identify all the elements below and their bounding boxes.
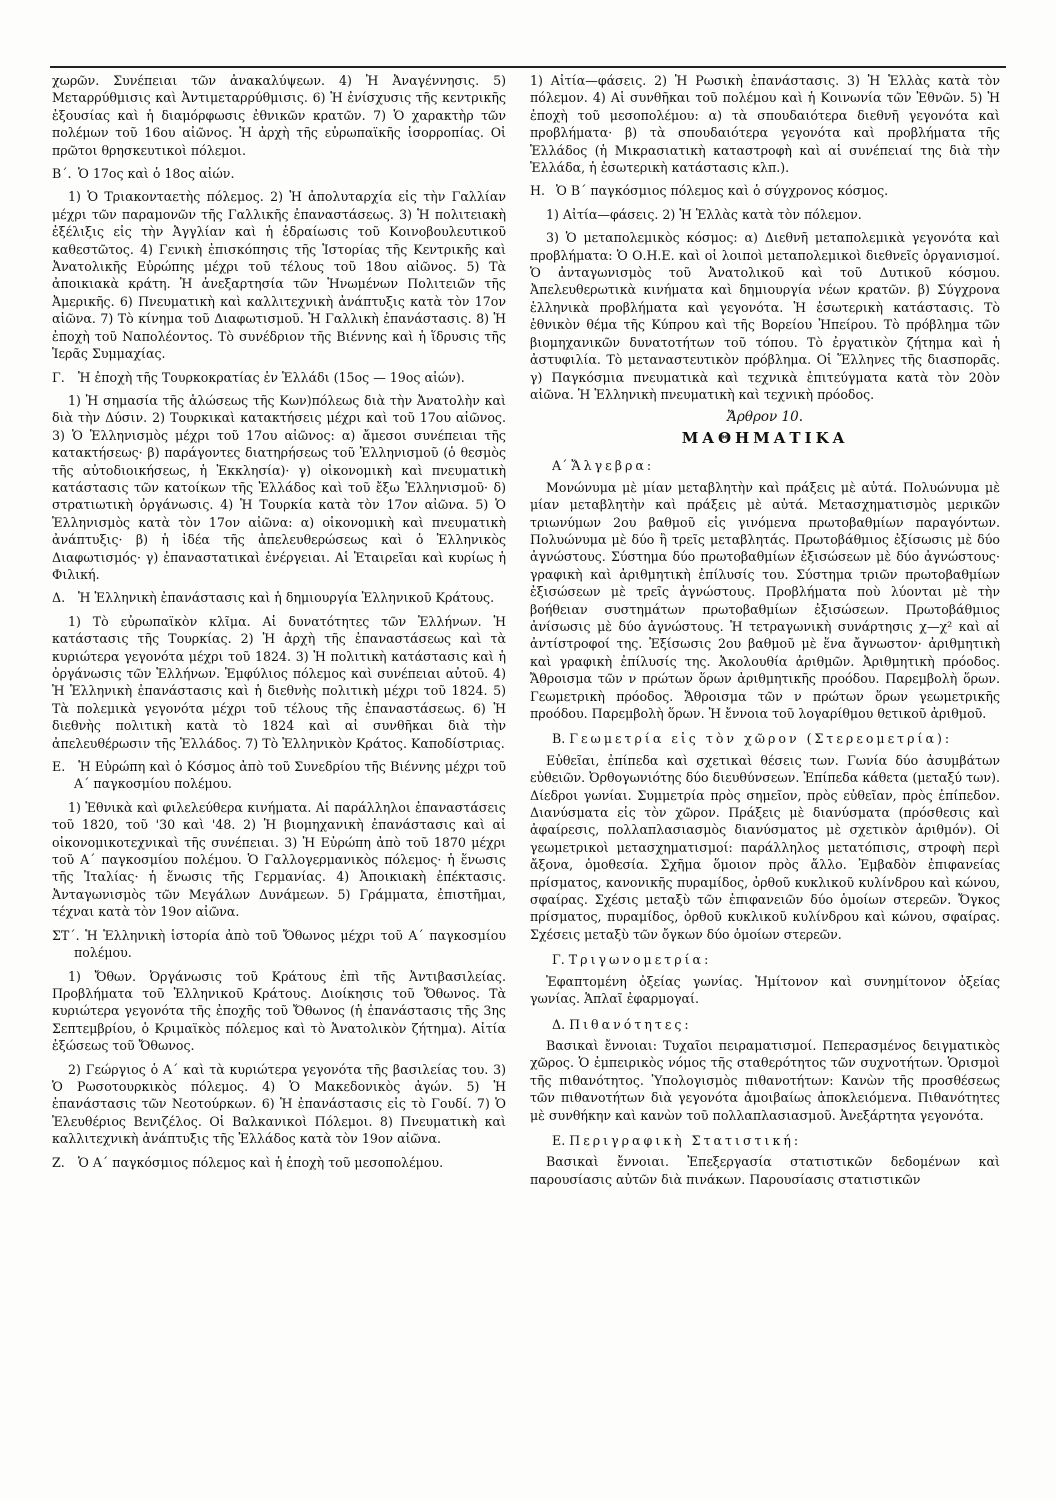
paragraph: 1) Αἰτία—φάσεις. 2) Ἡ Ρωσικὴ ἐπανάστασις. 3) Ἡ Ἑλλὰς κατὰ τὸν πόλεμον. 4) Αἱ συνθῆκαι τοῦ πολέμου καὶ ἡ Κοινωνία τῶν Ἐθνῶν. 5) Ἡ ἐποχὴ τοῦ μεσοπολέμου: α) τὰ σπουδαιότερα διεθνῆ γεγονότα καὶ προβλήματα· β) τὰ σπουδαιότερα γεγονότα καὶ προβλήματα τῆς Ἑλλάδος (ἡ Μικρασιατικὴ καταστροφὴ καὶ αἱ συνέπειαί της διὰ τὴν Ἑλλάδα, ἡ ἐσωτερικὴ κατάστασις κλπ.).: [530, 73, 1000, 176]
right-column: [530, 72, 1000, 1194]
section-heading: Β΄. Ὁ 17ος καὶ ὁ 18ος αἰών.: [52, 166, 235, 182]
paragraph: 2) Γεώργιος ὁ Α΄ καὶ τὰ κυριώτερα γεγονότα τῆς βασιλείας του. 3) Ὁ Ρωσοτουρκικὸς πόλεμος. 4) Ὁ Μακεδονικὸς ἀγών. 5) Ἡ ἐπανάστασις τῶν Νεοτούρκων. 6) Ἡ ἐπανάστασις εἰς τὸ Γουδί. 7) Ὁ Ἐλευθέριος Βενιζέλος. Οἱ Βαλκανικοὶ Πόλεμοι. 8) Πνευματικὴ καὶ καλλιτεχνικὴ ἀνάπτυξις τῆς Ἑλλάδος κατὰ τὸν 19ον αἰῶνα.: [52, 1061, 506, 1147]
subsection-heading: Δ. Πιθανότητες:: [552, 1016, 692, 1032]
section-heading: Γ. Ἡ ἐποχὴ τῆς Τουρκοκρατίας ἐν Ἑλλάδι (15ος — 19ος αἰών).: [52, 369, 465, 385]
paragraph: 1) Ὁ Τριακονταετὴς πόλεμος. 2) Ἡ ἀπολυταρχία εἰς τὴν Γαλλίαν μέχρι τῶν παραμονῶν τῆς Γαλλικῆς ἐπαναστάσεως. 3) Ἡ πολιτειακὴ ἐξέλιξις εἰς τὴν Ἀγγλίαν καὶ ἡ ἑδραίωσις τοῦ Κοινοβουλευτικοῦ καθεστῶτος. 4) Γενικὴ ἐπισκόπησις τῆς Ἱστορίας τῆς Κεντρικῆς καὶ Ἀνατολικῆς Εὐρώπης μέχρι τοῦ τέλους τοῦ 18ου αἰῶνος. 5) Τὰ ἀποικιακὰ κράτη. Ἡ ἀνεξαρτησία τῶν Ἡνωμένων Πολιτειῶν τῆς Ἀμερικῆς. 6) Πνευματικὴ καὶ καλλιτεχνικὴ ἀνάπτυξις κατὰ τὸν 17ον αἰῶνα. 7) Τὸ κίνημα τοῦ Διαφωτισμοῦ. Ἡ Γαλλικὴ ἐπανάστασις. 8) Ἡ ἐποχὴ τοῦ Ναπολέοντος. Τὸ συνέδριον τῆς Βιέννης καὶ ἡ ἵδρυσις τῆς Ἱερᾶς Συμμαχίας.: [52, 189, 506, 362]
subsection-heading: Α΄ Ἄλγεβρα:: [552, 458, 655, 474]
paragraph: Ἐφαπτομένη ὀξείας γωνίας. Ἡμίτονον καὶ συνημίτονον ὀξείας γωνίας. Ἁπλαῖ ἐφαρμογαί.: [530, 973, 1000, 1007]
paragraph: 3) Ὁ μεταπολεμικὸς κόσμος: α) Διεθνῆ μεταπολεμικὰ γεγονότα καὶ προβλήματα: Ὁ Ο.Η.Ε. καὶ οἱ λοιποὶ μεταπολεμικοὶ διεθνεῖς ὀργανισμοί. Ὁ ἀνταγωνισμὸς τοῦ Ἀνατολικοῦ καὶ τοῦ Δυτικοῦ κόσμου. Ἀπελευθερωτικὰ κινήματα καὶ δημιουργία νέων κρατῶν. β) Σύγχρονα ἑλληνικὰ προβλήματα καὶ γεγονότα. Ἡ ἐσωτερικὴ κατάστασις. Τὸ ἐθνικὸν θέμα τῆς Κύπρου καὶ τῆς Βορείου Ἠπείρου. Τὸ πρόβλημα τῶν βιομηχανικῶν δυνατοτήτων τοῦ τόπου. Τὸ ἐργατικὸν ζήτημα καὶ ἡ ἀστυφιλία. Τὸ μεταναστευτικὸν πρόβλημα. Οἱ Ἕλληνες τῆς διασπορᾶς. γ) Παγκόσμια πνευματικὰ καὶ τεχνικὰ ἐπιτεύγματα κατὰ τὸν 20ὸν αἰῶνα. Ἡ Ἑλληνικὴ πνευματικὴ καὶ τεχνικὴ πρόοδος.: [530, 230, 1000, 402]
paragraph: χωρῶν. Συνέπειαι τῶν ἀνακαλύψεων. 4) Ἡ Ἀναγέννησις. 5) Μεταρρύθμισις καὶ Ἀντιμεταρρύθμισις. 6) Ἡ ἐνίσχυσις τῆς κεντρικῆς ἐξουσίας καὶ ἡ διαμόρφωσις ἐθνικῶν κρατῶν. 7) Ὁ χαρακτὴρ τῶν πολέμων τοῦ 16ου αἰῶνος. Ἡ ἀρχὴ τῆς εὐρωπαϊκῆς ἰσορροπίας. Οἱ πρῶτοι θρησκευτικοὶ πόλεμοι.: [52, 73, 506, 158]
left-column: [52, 72, 506, 1177]
paragraph: 1) Ἐθνικὰ καὶ φιλελεύθερα κινήματα. Αἱ παράλληλοι ἐπαναστάσεις τοῦ 1820, τοῦ '30 καὶ '48. 2) Ἡ βιομηχανικὴ ἐπανάστασις καὶ αἱ οἰκονομικοτεχνικαὶ τῆς συνέπειαι. 3) Ἡ Εὐρώπη ἀπὸ τοῦ 1870 μέχρι τοῦ Α΄ παγκοσμίου πολέμου. Ὁ Γαλλογερμανικὸς πόλεμος· ἡ ἕνωσις τῆς Ἰταλίας· ἡ ἕνωσις τῆς Γερμανίας. 4) Ἀποικιακὴ ἐπέκτασις. Ἀνταγωνισμὸς τῶν Μεγάλων Δυνάμεων. 5) Γράμματα, ἐπιστῆμαι, τέχναι κατὰ τὸν 19ον αἰῶνα.: [52, 799, 506, 920]
paragraph: 1) Ὄθων. Ὀργάνωσις τοῦ Κράτους ἐπὶ τῆς Ἀντιβασιλείας. Προβλήματα τοῦ Ἑλληνικοῦ Κράτους. Διοίκησις τοῦ Ὄθωνος. Τὰ κυριώτερα γεγονότα τῆς ἐποχῆς τοῦ Ὄθωνος (ἡ ἐπανάστασις τῆς 3ης Σεπτεμβρίου, ὁ Κριμαϊκὸς πόλεμος καὶ τὸ Ἀνατολικὸν ζήτημα). Αἰτία ἐξώσεως τοῦ Ὄθωνος.: [52, 968, 506, 1054]
section-heading: Ε. Ἡ Εὐρώπη καὶ ὁ Κόσμος ἀπὸ τοῦ Συνεδρίου τῆς Βιέννης μέχρι τοῦ Α΄ παγκοσμίου πολέμου.: [52, 759, 506, 792]
paragraph: 1) Αἰτία—φάσεις. 2) Ἡ Ἑλλὰς κατὰ τὸν πόλεμον.: [546, 206, 862, 222]
subsection-heading: Ε. Περιγραφικὴ Στατιστική:: [552, 1132, 802, 1148]
section-heading: ΣΤ΄. Ἡ Ἑλληνικὴ ἱστορία ἀπὸ τοῦ Ὄθωνος μέχρι τοῦ Α΄ παγκοσμίου πολέμου.: [52, 927, 507, 961]
subsection-heading: Β. Γεωμετρία εἰς τὸν χῶρον (Στερεομετρία):: [552, 731, 953, 747]
paragraph: Εὐθεῖαι, ἐπίπεδα καὶ σχετικαὶ θέσεις των. Γωνία δύο ἀσυμβάτων εὐθειῶν. Ὀρθογωνιότης δύο διευθύνσεων. Ἐπίπεδα κάθετα (μεταξύ των). Δίεδροι γωνίαι. Συμμετρία πρὸς σημεῖον, πρὸς εὐθεῖαν, πρὸς ἐπίπεδον. Διανύσματα εἰς τὸν χῶρον. Πράξεις μὲ διανύσματα (πρόσθεσις καὶ ἀφαίρεσις, πολλαπλασιασμὸς διανύσματος μὲ σχετικὸν ἀριθμόν). Οἱ γεωμετρικοὶ μετασχηματισμοί: παράλληλος μετατόπισις, στροφὴ περὶ ἄξονα, ὁμοθεσία. Σχῆμα ὅμοιον πρὸς ἄλλο. Ἐμβαδὸν ἐπιφανείας πρίσματος, κανονικῆς πυραμίδος, ὀρθοῦ κυκλικοῦ κυλίνδρου καὶ κώνου, σφαίρας. Σχέσις μεταξὺ τῶν ἐπιφανειῶν δύο ὁμοίων στερεῶν. Ὄγκος πρίσματος, πυραμίδος, ὀρθοῦ κυκλικοῦ κυλίνδρου καὶ κώνου, σφαίρας. Σχέσεις μεταξὺ τῶν ὄγκων δύο ὁμοίων στερεῶν.: [530, 752, 1000, 942]
paragraph: 1) Τὸ εὐρωπαϊκὸν κλῖμα. Αἱ δυνατότητες τῶν Ἑλλήνων. Ἡ κατάστασις τῆς Τουρκίας. 2) Ἡ ἀρχὴ τῆς ἐπαναστάσεως καὶ τὰ κυριώτερα γεγονότα μέχρι τοῦ 1824. 3) Ἡ πολιτικὴ κατάστασις καὶ ἡ ὀργάνωσις τῶν Ἑλλήνων. Ἐμφύλιος πόλεμος καὶ συνέπειαι αὐτοῦ. 4) Ἡ Ἑλληνικὴ ἐπανάστασις καὶ ἡ διεθνὴς πολιτικὴ μέχρι τοῦ 1824. 5) Τὰ πολεμικὰ γεγονότα μέχρι τοῦ τέλους τῆς ἐπαναστάσεως. 6) Ἡ διεθνὴς πολιτικὴ κατὰ τὸ 1824 καὶ αἱ συνθῆκαι διὰ τὴν ἀπελευθέρωσιν τῆς Ἑλλάδος. 7) Τὸ Ἑλληνικὸν Κράτος. Καποδίστριας.: [52, 613, 506, 751]
paragraph: Βασικαὶ ἔννοιαι: Τυχαῖοι πειραματισμοί. Πεπερασμένος δειγματικὸς χῶρος. Ὁ ἐμπειρικὸς νόμος τῆς σταθερότητος τῶν συχνοτήτων. Ὁρισμοὶ τῆς πιθανότητος. Ὑπολογισμὸς πιθανοτήτων: Κανὼν τῆς προσθέσεως τῶν πιθανοτήτων διὰ γεγονότα ἀμοιβαίως ἀποκλειόμενα. Πιθανότητες μὲ συνθήκην καὶ κανὼν τοῦ πολλαπλασιασμοῦ. Ἀνεξάρτητα γεγονότα.: [530, 1037, 1000, 1123]
top-rule: [50, 66, 1006, 68]
paragraph: Μονώνυμα μὲ μίαν μεταβλητὴν καὶ πράξεις μὲ αὐτά. Πολυώνυμα μὲ μίαν μεταβλητὴν καὶ πράξεις μὲ αὐτά. Μετασχηματισμὸς μερικῶν τριωνύμων 2ου βαθμοῦ εἰς γινόμενα πρωτοβαθμίων παραγόντων. Πολυώνυμα μὲ δύο ἢ τρεῖς μεταβλητάς. Πρωτοβάθμιος ἐξίσωσις μὲ δύο ἀγνώστους. Σύστημα δύο πρωτοβαθμίων ἐξισώσεων μὲ δύο ἀγνώστους· γραφικὴ καὶ ἀριθμητικὴ ἐπίλυσίς του. Σύστημα τριῶν πρωτοβαθμίων ἐξισώσεων μὲ τρεῖς ἀγνώστους. Προβλήματα ποὺ λύονται μὲ τὴν βοήθειαν συστημάτων πρωτοβαθμίων ἐξισώσεων. Πρωτοβάθμιος ἀνίσωσις μὲ δύο ἀγνώστους. Ἡ τετραγωνικὴ συνάρτησις χ—χ² καὶ αἱ ἀντίστροφοί της. Ἐξίσωσις 2ου βαθμοῦ μὲ ἕνα ἄγνωστον· ἀριθμητικὴ καὶ γραφικὴ ἐπίλυσίς της. Ἀκολουθία ἀριθμῶν. Ἀριθμητικὴ πρόοδος. Ἄθροισμα τῶν ν πρώτων ὅρων ἀριθμητικῆς προόδου. Παρεμβολὴ ὅρων. Γεωμετρικὴ πρόοδος. Ἄθροισμα τῶν ν πρώτων ὅρων γεωμετρικῆς προόδου. Παρεμβολὴ ὅρων. Ἡ ἔννοια τοῦ λογαρίθμου θετικοῦ ἀριθμοῦ.: [530, 479, 1000, 721]
subject-title: ΜΑΘΗΜΑΤΙΚΑ: [681, 429, 849, 448]
article-number: Ἄρθρον 10.: [726, 409, 803, 426]
section-heading: Η. Ὁ Β΄ παγκόσμιος πόλεμος καὶ ὁ σύγχρονος κόσμος.: [530, 183, 889, 199]
paragraph: 1) Ἡ σημασία τῆς ἁλώσεως τῆς Κων)πόλεως διὰ τὴν Ἀνατολὴν καὶ διὰ τὴν Δύσιν. 2) Τουρκικαὶ κατακτήσεις μέχρι καὶ τοῦ 17ου αἰῶνος. 3) Ὁ Ἑλληνισμὸς μέχρι τοῦ 17ου αἰῶνος: α) ἄμεσοι συνέπειαι τῆς κατακτήσεως· β) παράγοντες διατηρήσεως τοῦ Ἑλληνισμοῦ (ὁ θεσμὸς τῆς αὐτοδιοικήσεως, ἡ Ἐκκλησία)· γ) οἰκονομικὴ καὶ πνευματικὴ κατάστασις τῶν κατοίκων τῆς Ἑλλάδος καὶ τοῦ ἔξω Ἑλληνισμοῦ· δ) στρατιωτικὴ ὀργάνωσις. 4) Ἡ Τουρκία κατὰ τὸν 17ον αἰῶνα. 5) Ὁ Ἑλληνισμὸς κατὰ τὸν 17ον αἰῶνα: α) οἰκονομικὴ καὶ πνευματικὴ ἀνάπτυξις· β) ἡ ἰδέα τῆς ἀπελευθερώσεως καὶ ὁ Ἑλληνικὸς Διαφωτισμός· γ) ἐπαναστατικαὶ ἐνέργειαι. Αἱ Ἑταιρεῖαι καὶ κυρίως ἡ Φιλική.: [52, 392, 506, 582]
subsection-heading: Γ. Τριγωνομετρία:: [552, 952, 712, 968]
section-heading: Ζ. Ὁ Α΄ παγκόσμιος πόλεμος καὶ ἡ ἐποχὴ τοῦ μεσοπολέμου.: [52, 1154, 444, 1170]
paragraph: Βασικαὶ ἔννοιαι. Ἐπεξεργασία στατιστικῶν δεδομένων καὶ παρουσίασις αὐτῶν διὰ πινάκων. Παρουσίασις στατιστικῶν: [530, 1154, 1000, 1187]
section-heading: Δ. Ἡ Ἑλληνικὴ ἐπανάστασις καὶ ἡ δημιουργία Ἑλληνικοῦ Κράτους.: [52, 590, 495, 606]
